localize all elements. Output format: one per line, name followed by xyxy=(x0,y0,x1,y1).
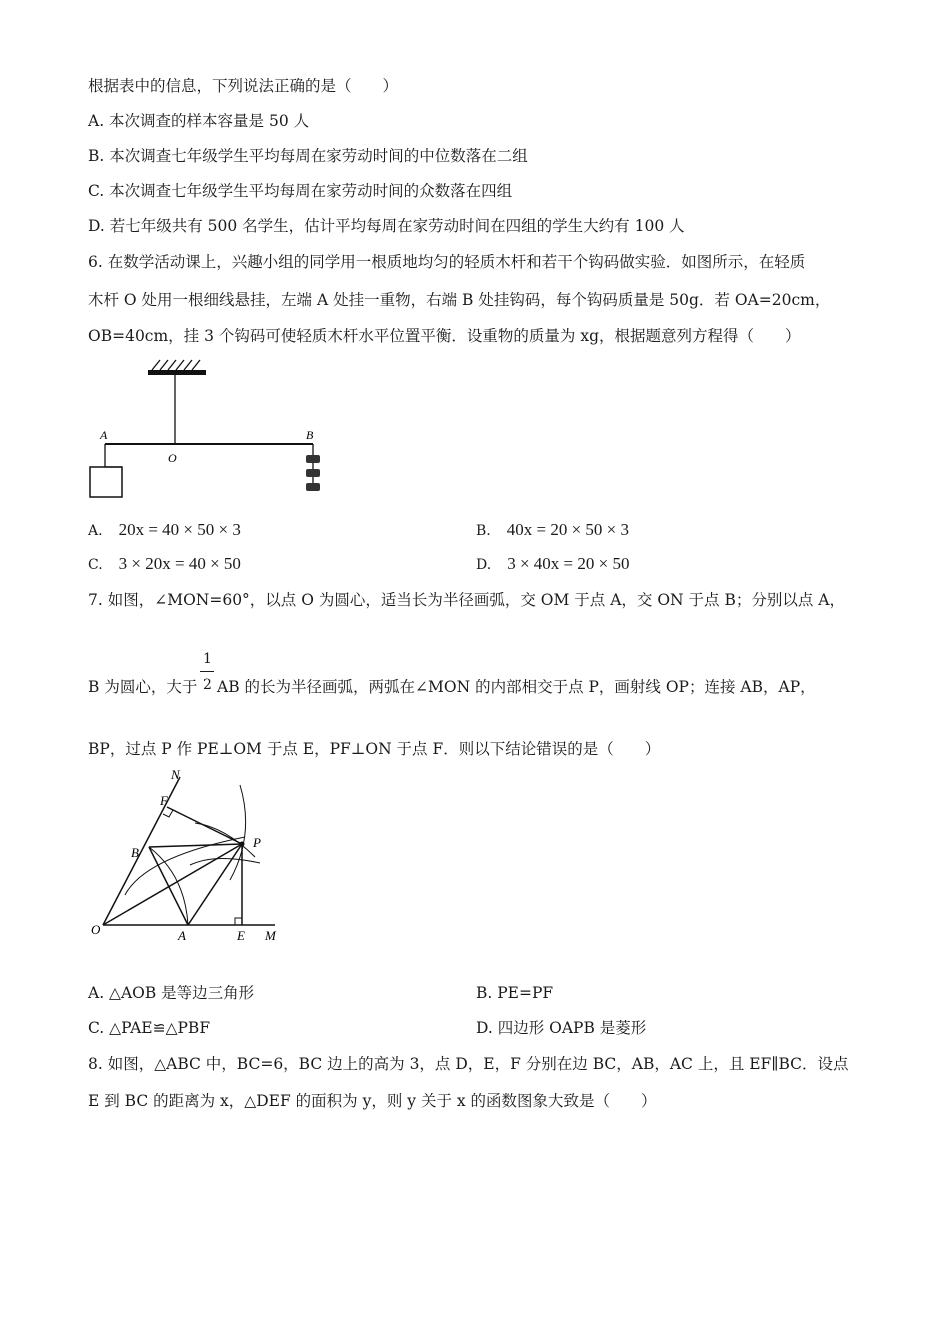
q8-line-1: 8. 如图，△ABC 中，BC=6，BC 边上的高为 3，点 D，E，F 分别在边 BC，AB，AC 上，且 EF∥BC．设点 xyxy=(88,1055,849,1073)
q7-line-3: BP，过点 P 作 PE⊥OM 于点 E，PF⊥ON 于点 F．则以下结论错误的是（ ） xyxy=(88,740,661,758)
fig7-label-b: B xyxy=(131,845,139,860)
fig7-label-o: O xyxy=(91,922,101,937)
lever-label-b: B xyxy=(306,428,314,442)
lever-label-a: A xyxy=(100,428,108,442)
q6-option-d: D. 3 × 40x = 20 × 50 xyxy=(476,554,630,573)
fig7-label-m: M xyxy=(265,928,276,943)
fig7-label-e: E xyxy=(237,928,245,943)
q6-option-c: C. 3 × 20x = 40 × 50 xyxy=(88,554,241,573)
fig7-label-a: A xyxy=(178,928,186,943)
q6-line-1: 6. 在数学活动课上，兴趣小组的同学用一根质地均匀的轻质木杆和若干个钩码做实验．如图所示，在轻质 xyxy=(88,253,806,271)
q5-option-b: B. 本次调查七年级学生平均每周在家劳动时间的中位数落在二组 xyxy=(88,147,528,165)
q6-option-a: A. 20x = 40 × 50 × 3 xyxy=(88,520,241,539)
fraction-denominator: 2 xyxy=(203,677,212,693)
weight-box xyxy=(90,467,122,497)
fig7-label-p: P xyxy=(253,835,261,850)
fig7-label-n: N xyxy=(171,767,180,782)
q7-option-b: B. PE=PF xyxy=(476,984,554,1002)
q5-option-c: C. 本次调查七年级学生平均每周在家劳动时间的众数落在四组 xyxy=(88,182,513,200)
fraction-numerator: 1 xyxy=(203,651,212,667)
q8-line-2: E 到 BC 的距离为 x，△DEF 的面积为 y，则 y 关于 x 的函数图象大致是（ ） xyxy=(88,1092,657,1110)
q7-line-2a: B 为圆心，大于 xyxy=(88,678,198,696)
q5-option-a: A. 本次调查的样本容量是 50 人 xyxy=(88,112,310,130)
q6-option-b: B. 40x = 20 × 50 × 3 xyxy=(476,520,630,539)
fraction-bar xyxy=(200,671,214,672)
q7-line-1: 7. 如图，∠MON=60°，以点 O 为圆心，适当长为半径画弧，交 OM 于点 A，交 ON 于点 B；分别以点 A， xyxy=(88,591,845,609)
fig7-label-f: F xyxy=(160,793,168,808)
lever-label-o: O xyxy=(168,451,177,465)
angle-construction-figure xyxy=(85,765,295,950)
q7-line-2b: AB 的长为半径画弧，两弧在∠MON 的内部相交于点 P，画射线 OP；连接 AB，AP， xyxy=(217,678,816,696)
q5-stem: 根据表中的信息，下列说法正确的是（ ） xyxy=(88,77,399,95)
q7-option-c: C. △PAE≌△PBF xyxy=(88,1019,211,1037)
q6-line-2: 木杆 O 处用一根细线悬挂，左端 A 处挂一重物，右端 B 处挂钩码，每个钩码质量是 50g．若 OA=20cm， xyxy=(88,291,831,309)
hook-weights xyxy=(306,455,320,491)
q5-option-d: D. 若七年级共有 500 名学生，估计平均每周在家劳动时间在四组的学生大约有 100 人 xyxy=(88,217,685,235)
q7-option-a: A. △AOB 是等边三角形 xyxy=(88,984,255,1002)
lever-figure xyxy=(80,355,340,515)
q7-option-d: D. 四边形 OAPB 是菱形 xyxy=(476,1019,647,1037)
q6-line-3: OB=40cm，挂 3 个钩码可使轻质木杆水平位置平衡．设重物的质量为 xg，根据题意列方程得（ ） xyxy=(88,327,801,345)
